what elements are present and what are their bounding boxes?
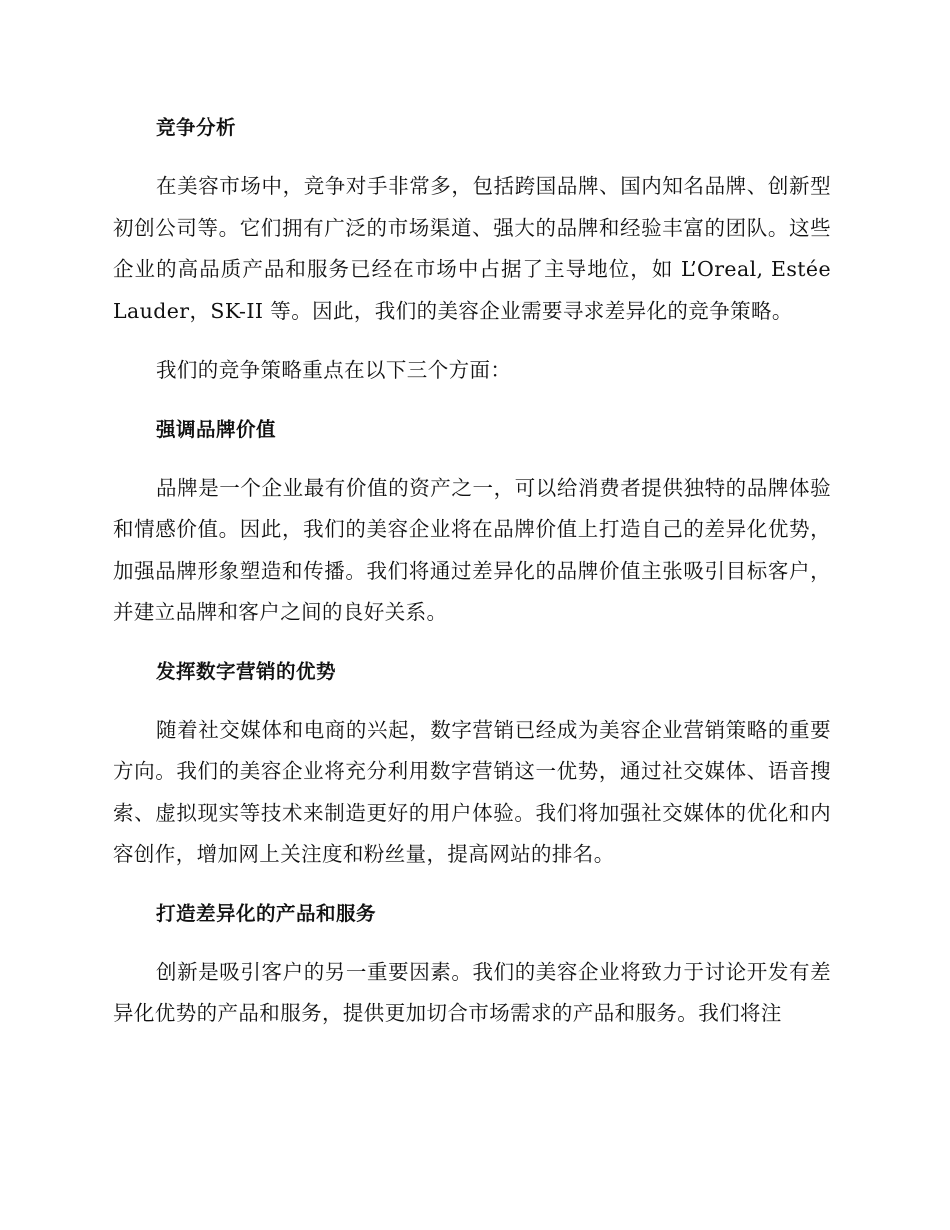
document-body bbox=[113, 108, 831, 1053]
paragraph-differentiated-products: 创新是吸引客户的另一重要因素。我们的美容企业将致力于讨论开发有差异化优势的产品和服务，提供更加切合市场需求的产品和服务。我们将注 bbox=[113, 959, 831, 1025]
paragraph-brand-value: 品牌是一个企业最有价值的资产之一，可以给消费者提供独特的品牌体验和情感价值。因此，我们的美容企业将在品牌价值上打造自己的差异化优势，加强品牌形象塑造和传播。我们将通过差异化的品牌价值主张吸引目标客户，并建立品牌和客户之间的良好关系。 bbox=[113, 475, 831, 624]
section-heading-competition-analysis: 竞争分析 bbox=[156, 116, 237, 139]
paragraph-digital-marketing: 随着社交媒体和电商的兴起，数字营销已经成为美容企业营销策略的重要方向。我们的美容企业将充分利用数字营销这一优势，通过社交媒体、语音搜索、虚拟现实等技术来制造更好的用户体验。我们将加强社交媒体的优化和内容创作，增加网上关注度和粉丝量，提高网站的排名。 bbox=[113, 717, 831, 866]
paragraph-competition-overview: 在美容市场中，竞争对手非常多，包括跨国品牌、国内知名品牌、创新型初创公司等。它们拥有广泛的市场渠道、强大的品牌和经验丰富的团队。这些企业的高品质产品和服务已经在市场中占据了主导地位，如 L’Oreal, Estée Lauder，SK-II 等。因此，我们的美容企业需要寻求差异化的竞争策略。 bbox=[113, 174, 831, 323]
section-heading-differentiated-products: 打造差异化的产品和服务 bbox=[156, 901, 377, 925]
paragraph-strategy-intro: 我们的竞争策略重点在以下三个方面： bbox=[156, 358, 512, 382]
section-heading-digital-marketing: 发挥数字营销的优势 bbox=[156, 659, 337, 683]
section-heading-brand-value: 强调品牌价值 bbox=[156, 417, 277, 441]
